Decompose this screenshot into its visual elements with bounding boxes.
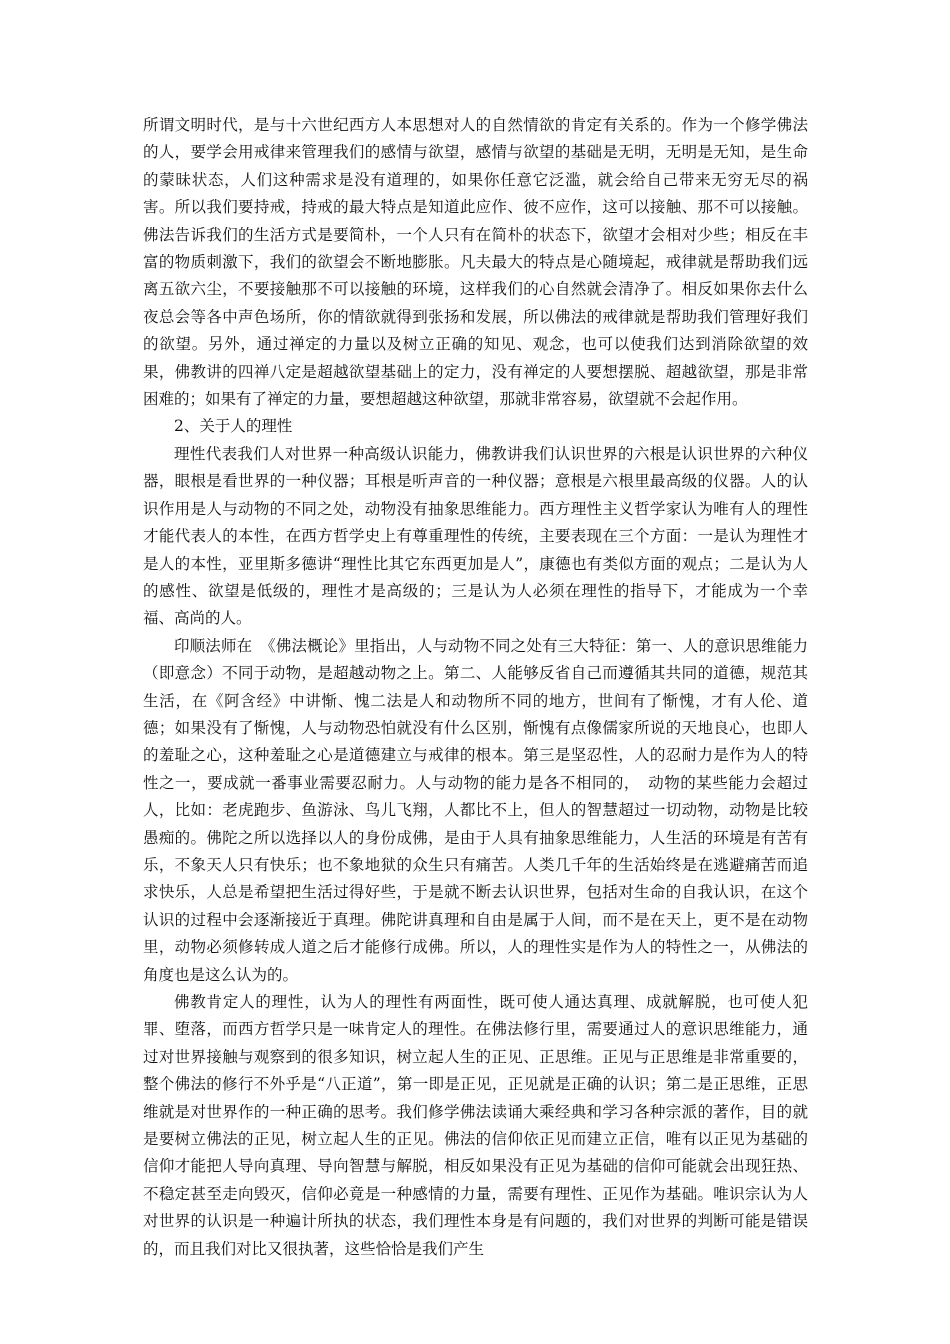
paragraph-reason-definition: 理性代表我们人对世界一种高级认识能力，佛教讲我们认识世界的六根是认识世界的六种仪器，眼根是看世界的一种仪器；耳根是听声音的一种仪器；意根是六根里最高级的仪器。人的认识作用是人与动物的不同之处，动物没有抽象思维能力。西方理性主义哲学家认为唯有人的理性才能代表人的本性，在西方哲学史上有尊重理性的传统，主要表现在三个方面：一是认为理性才是人的本性，亚里斯多德讲“理性比其它东西更加是人”，康德也有类似方面的观点；二是认为人的感性、欲望是低级的，理性才是高级的；三是认为人必须在理性的指导下，才能成为一个幸福、高尚的人。 <box>143 444 808 628</box>
paragraph-buddhism-affirms-reason: 佛教肯定人的理性，认为人的理性有两面性，既可使人通达真理、成就解脱，也可使人犯罪、堕落，而西方哲学只是一味肯定人的理性。在佛法修行里，需要通过人的意识思维能力，通过对世界接触与观察到的很多知识，树立起人生的正见、正思维。正见与正思维是非常重要的，整个佛法的修行不外乎是“八正道”，第一即是正见，正见就是正确的认识；第二是正思维，正思维就是对世界作的一种正确的思考。我们修学佛法读诵大乘经典和学习各种宗派的著作，目的就是要树立佛法的正见，树立起人生的正见。佛法的信仰依正见而建立正信，唯有以正见为基础的信仰才能把人导向真理、导向智慧与解脱，相反如果没有正见为基础的信仰可能就会出现狂热、不稳定甚至走向毁灭，信仰必竟是一种感情的力量，需要有理性、正见作为基础。唯识宗认为人对世界的认识是一种遍计所执的状态，我们理性本身是有问题的，我们对世界的判断可能是错误的，而且我们对比又很执著，这些恰恰是我们产生 <box>143 993 808 1258</box>
paragraph-yinshun-three-traits: 印顺法师在 《佛法概论》里指出，人与动物不同之处有三大特征：第一、人的意识思维能力（即意念）不同于动物，是超越动物之上。第二、人能够反省自己而遵循其共同的道德，规范其生活，在《阿含经》中讲惭、愧二法是人和动物所不同的地方，世间有了惭愧，才有人伦、道德；如果没有了惭愧，人与动物恐怕就没有什么区别，惭愧有点像儒家所说的天地良心，也即人的羞耻之心，这种羞耻之心是道德建立与戒律的根本。第三是坚忍性，人的忍耐力是作为人的特性之一，要成就一番事业需要忍耐力。人与动物的能力是各不相同的， 动物的某些能力会超过人，比如：老虎跑步、鱼游泳、鸟儿飞翔，人都比不上，但人的智慧超过一切动物，动物是比较愚痴的。佛陀之所以选择以人的身份成佛，是由于人具有抽象思维能力，人生活的环境是有苦有乐，不象天人只有快乐；也不象地狱的众生只有痛苦。人类几千年的生活始终是在逃避痛苦而追求快乐，人总是希望把生活过得好些，于是就不断去认识世界，包括对生命的自我认识，在这个认识的过程中会逐渐接近于真理。佛陀讲真理和自由是属于人间，而不是在天上，更不是在动物里，动物必须修转成人道之后才能修行成佛。所以，人的理性实是作为人的特性之一，从佛法的角度也是这么认为的。 <box>143 636 808 984</box>
paragraph-desire-discipline: 所谓文明时代，是与十六世纪西方人本思想对人的自然情欲的肯定有关系的。作为一个修学佛法的人，要学会用戒律来管理我们的感情与欲望，感情与欲望的基础是无明，无明是无知，是生命的蒙昧状态，人们这种需求是没有道理的，如果你任意它泛滥，就会给自己带来无穷无尽的祸害。所以我们要持戒，持戒的最大特点是知道此应作、彼不应作，这可以接触、那不可以接触。佛法告诉我们的生活方式是要简朴，一个人只有在简朴的状态下，欲望才会相对少些；相反在丰富的物质刺激下，我们的欲望会不断地膨胀。凡夫最大的特点是心随境起，戒律就是帮助我们远离五欲六尘，不要接触那不可以接触的环境，这样我们的心自然就会清净了。相反如果你去什么夜总会等各中声色场所，你的情欲就得到张扬和发展，所以佛法的戒律就是帮助我们管理好我们的欲望。另外，通过禅定的力量以及树立正确的知见、观念，也可以使我们达到消除欲望的效果，佛教讲的四禅八定是超越欲望基础上的定力，没有禅定的人要想摆脱、超越欲望，那是非常困难的；如果有了禅定的力量，要想超越这种欲望，那就非常容易，欲望就不会起作用。 <box>143 116 808 409</box>
section-heading-human-reason: 2、关于人的理性 <box>174 417 293 436</box>
document-page <box>143 112 808 1263</box>
